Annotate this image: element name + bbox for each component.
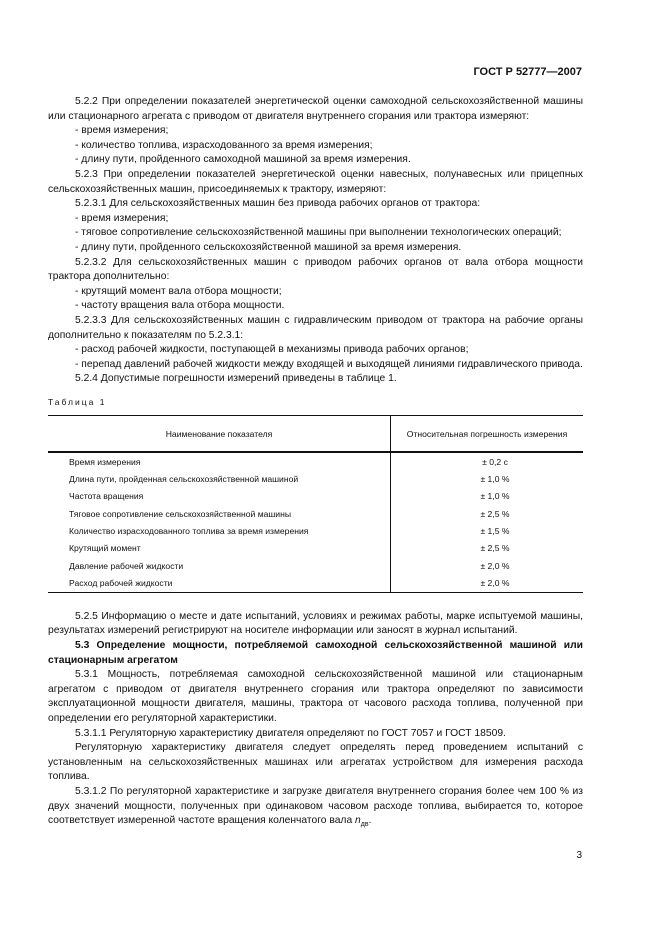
- document-standard-header: ГОСТ Р 52777—2007: [473, 66, 582, 78]
- paragraph: 5.2.5 Информацию о месте и дате испытаний, условиях и режимах работы, марке испытуемой машины, результатах измерений регистрируют на носителе информации или заносят в журнал испытаний.: [48, 610, 583, 637]
- paragraph: - частоту вращения вала отбора мощности.: [75, 300, 285, 312]
- paragraph: - крутящий момент вала отбора мощности;: [75, 285, 282, 297]
- table-header-name: Наименование показателя: [48, 416, 391, 453]
- paragraph: - время измерения;: [75, 212, 169, 224]
- table-cell-accuracy: ± 0,2 с: [482, 456, 508, 467]
- table-cell-accuracy: ± 1,5 %: [480, 526, 510, 536]
- paragraph: - расход рабочей жидкости, поступающей в механизмы привода рабочих органов;: [75, 344, 469, 356]
- table-header-accuracy: Относительная погрешность измерения: [391, 416, 584, 453]
- paragraph: - время измерения;: [75, 125, 169, 137]
- paragraph: 5.2.2 При определении показателей энергетической оценки самоходной сельскохозяйственной машины или стационарного агрегата с приводом от двигателя внутреннего сгорания или трактора измеряют:: [48, 96, 583, 122]
- paragraph: 5.2.4 Допустимые погрешности измерений приведены в таблице 1.: [75, 373, 397, 385]
- page-number: 3: [576, 850, 582, 861]
- paragraph: 5.2.3.1 Для сельскохозяйственных машин без привода рабочих органов от трактора:: [75, 198, 481, 210]
- paragraph: - длину пути, пройденного самоходной машиной за время измерения.: [75, 154, 411, 166]
- paragraph: - тяговое сопротивление сельскохозяйственной машины при выполнении технологических операций;: [75, 227, 562, 239]
- table-cell-accuracy: ± 2,0 %: [480, 560, 510, 571]
- paragraph: 5.3.1.1 Регуляторную характеристику двигателя определяют по ГОСТ 7057 и ГОСТ 18509.: [75, 727, 506, 739]
- table-cell-name: Расход рабочей жидкости: [48, 575, 391, 593]
- paragraph-text: 5.3.1.2 По регуляторной характеристике и загрузке двигателя внутреннего сгорания более чем 100 % из двух значений мощности, полученных при одинаковом часовом расходе топлива, выбирается то, которое соответствует измеренной частоте вращения коленчатого вала: [48, 785, 583, 827]
- paragraph: 5.2.3.2 Для сельскохозяйственных машин с приводом рабочих органов от вала отбора мощности трактора дополнительно:: [48, 256, 583, 283]
- table-row: [48, 523, 583, 540]
- paragraph: - количество топлива, израсходованного за время измерения;: [75, 139, 373, 151]
- accuracy-table: [48, 415, 583, 592]
- table-cell-name: Частота вращения: [48, 488, 391, 505]
- paragraph-end: .: [368, 815, 372, 827]
- table-cell-name: Длина пути, пройденная сельскохозяйственной машиной: [48, 471, 391, 488]
- table-cell-accuracy: ± 1,0 %: [480, 491, 510, 502]
- paragraph: 5.3.1 Мощность, потребляемая самоходной сельскохозяйственной машиной или стационарным агрегатом с приводом от двигателя внутреннего сгорания или трактора определяют по зависимости эксплуатационной мощности двигателя, машины, трактора от часового расхода топлива, полученной при определении его регуляторной характеристики.: [48, 669, 583, 724]
- table-cell-name: Крутящий момент: [48, 540, 391, 557]
- table-cell-name: Давление рабочей жидкости: [48, 557, 391, 574]
- table-body: [48, 452, 583, 592]
- table-row: [48, 557, 583, 574]
- paragraph: - длину пути, пройденного сельскохозяйственной машиной за время измерения.: [75, 241, 462, 253]
- paragraph: 5.3 Определение мощности, потребляемой самоходной сельскохозяйственной машиной или стационарным агрегатом: [48, 640, 583, 666]
- table-cell-name: Тяговое сопротивление сельскохозяйственной машины: [48, 505, 391, 522]
- table-cell-accuracy: ± 1,0 %: [480, 474, 510, 485]
- table-row: [48, 452, 583, 470]
- symbol-subscript: дв: [360, 821, 369, 829]
- table-cell-name: Количество израсходованного топлива за время измерения: [48, 523, 391, 540]
- symbol-n: n: [355, 815, 361, 827]
- paragraphs-top: [48, 95, 583, 387]
- table-cell-name: Время измерения: [48, 452, 391, 470]
- paragraphs-bottom: [48, 610, 583, 785]
- table-cell-accuracy: ± 2,5 %: [480, 543, 510, 554]
- table-row: [48, 488, 583, 505]
- table-cell-accuracy: ± 2,5 %: [480, 508, 510, 519]
- table-row: [48, 540, 583, 557]
- paragraph: 5.2.3.3 Для сельскохозяйственных машин с гидравлическим приводом от трактора на рабочие органы дополнительно к показателям по 5.2.3.1:: [48, 314, 583, 341]
- paragraph-5-3-1-2: [48, 785, 583, 833]
- document-body: [48, 95, 583, 833]
- table-caption: Таблица 1: [48, 396, 107, 407]
- table-cell-accuracy: ± 2,0 %: [391, 575, 584, 593]
- table-row: [48, 575, 583, 593]
- paragraph: 5.2.3 При определении показателей энергетической оценки навесных, полунавесных или прицепных сельскохозяйственных машин, присоединяемых к трактору, измеряют:: [48, 168, 583, 195]
- table-header-row: [48, 416, 583, 453]
- table-row: [48, 471, 583, 488]
- paragraph: Регуляторную характеристику двигателя следует определять перед проведением испытаний с установленным на сельскохозяйственных машинах или агрегатах устройством для измерения расхода топлива.: [48, 742, 583, 783]
- table-row: [48, 505, 583, 522]
- paragraph: - перепад давлений рабочей жидкости между входящей и выходящей линиями гидравлического привода.: [75, 358, 583, 370]
